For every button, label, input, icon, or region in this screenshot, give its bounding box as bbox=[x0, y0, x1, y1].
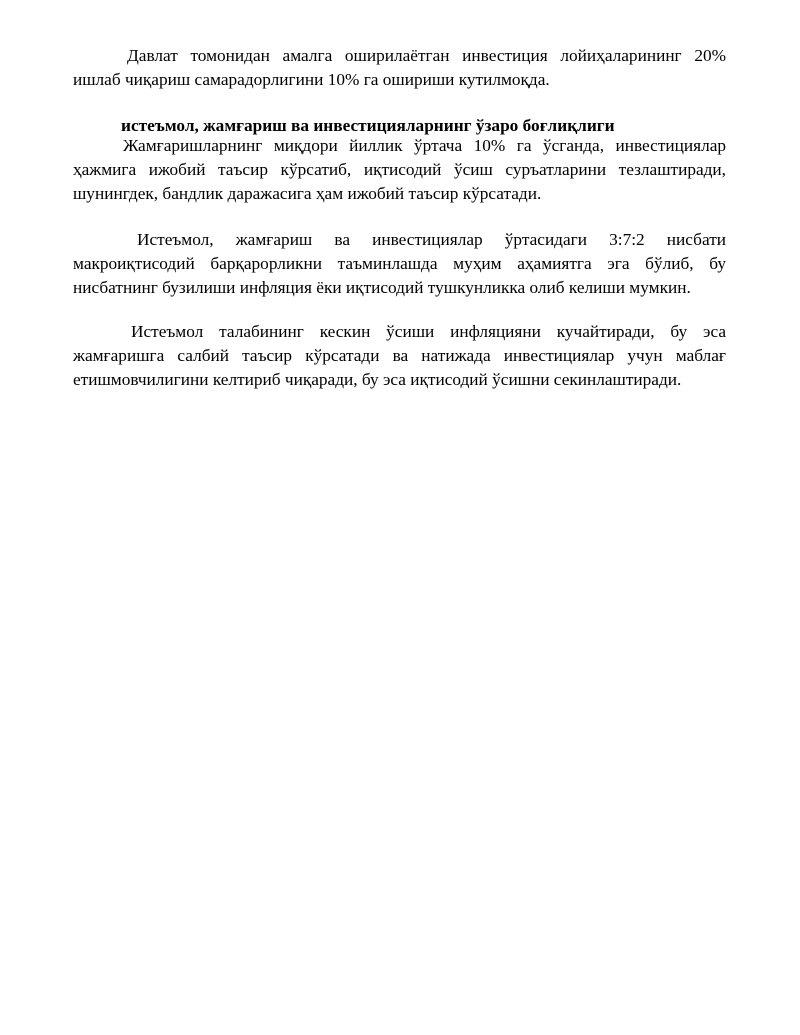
paragraph-ratio: Истеъмол, жамғариш ва инвестициялар ўртасидаги 3:7:2 нисбати макроиқтисодий барқарорликни таъминлашда муҳим аҳамиятга эга бўлиб, бу нисбатнинг бузилиши инфляция ёки иқтисодий тушкунликка олиб келиши мумкин. bbox=[73, 230, 726, 297]
section-heading: истеъмол, жамғариш ва инвестицияларнинг ўзаро боғлиқлиги bbox=[121, 116, 615, 135]
document-page bbox=[73, 44, 726, 392]
paragraph-consumption-demand: Истеъмол талабининг кескин ўсиши инфляцияни кучайтиради, бу эса жамғаришга салбий таъсир кўрсатади ва натижада инвестициялар учун маблағ етишмовчилигини келтириб чиқаради, бу эса иқтисодий ўсишни секинлаштиради. bbox=[73, 322, 726, 389]
paragraph-investment-projects: Давлат томонидан амалга оширилаётган инвестиция лойиҳаларининг 20% ишлаб чиқариш самарадорлигини 10% га ошириши кутилмоқда. bbox=[73, 46, 726, 89]
paragraph-savings-growth: Жамғаришларнинг миқдори йиллик ўртача 10% га ўсганда, инвестициялар ҳажмига ижобий таъсир кўрсатиб, иқтисодий ўсиш суръатларини тезлаштиради, шунингдек, бандлик даражасига ҳам ижобий таъсир кўрсатади. bbox=[73, 136, 726, 203]
